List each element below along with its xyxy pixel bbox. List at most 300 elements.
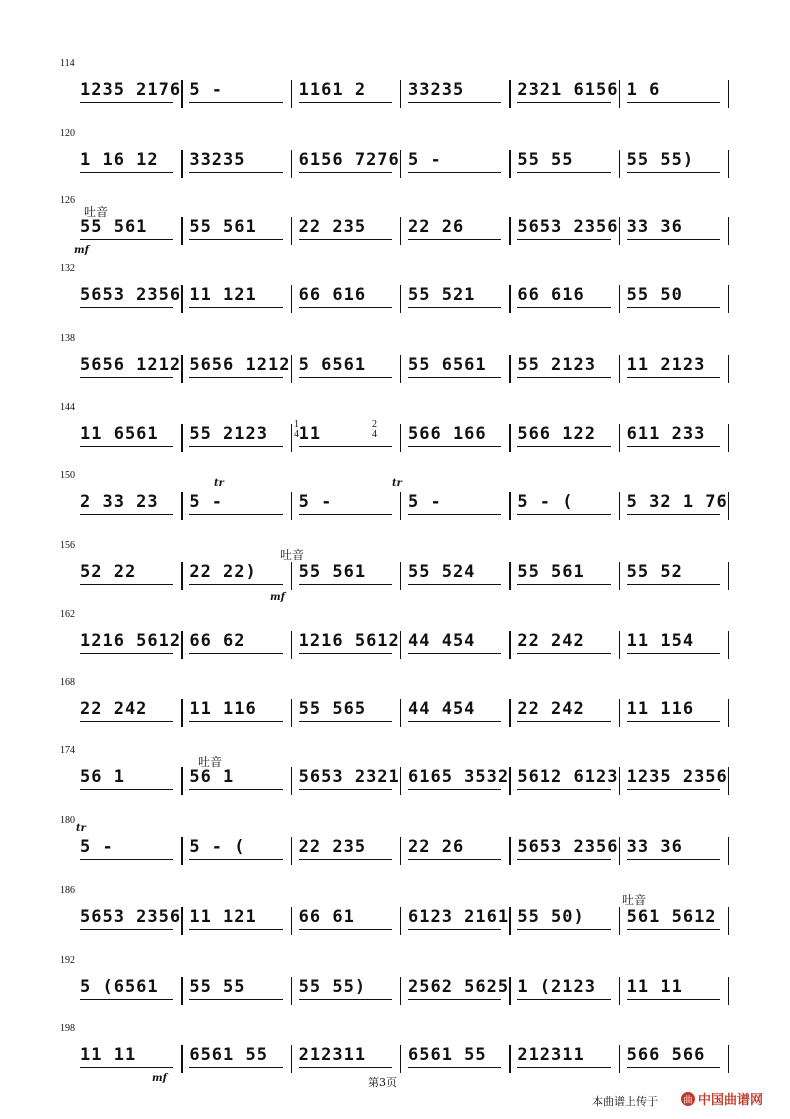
notes-row <box>74 977 730 1007</box>
beam-underline <box>299 446 392 447</box>
beam-underline <box>627 446 720 447</box>
measure-number: 186 <box>60 885 75 896</box>
barline <box>291 355 292 383</box>
beam-underline <box>408 307 501 308</box>
barline <box>181 699 182 727</box>
beam-underline <box>80 584 173 585</box>
notes-row <box>74 699 730 729</box>
barline <box>509 217 510 245</box>
beam-underline <box>517 172 610 173</box>
beam-underline <box>80 377 173 378</box>
beam-underline <box>517 859 610 860</box>
beam-underline <box>299 999 392 1000</box>
barline <box>400 492 401 520</box>
barline <box>291 217 292 245</box>
measure: 1161 2 <box>298 80 367 100</box>
measure: 1216 5612 <box>298 631 400 651</box>
measure: 55 55) <box>626 150 695 170</box>
barline <box>291 1045 292 1073</box>
measure-number: 138 <box>60 333 75 344</box>
barline <box>291 767 292 795</box>
measure: 11 <box>298 424 322 444</box>
measure: 55 561 <box>298 562 367 582</box>
beam-underline <box>517 789 610 790</box>
svg-text:曲: 曲 <box>683 1096 693 1106</box>
measure: 11 121 <box>189 285 257 305</box>
measure: 5612 6123 <box>517 767 619 787</box>
beam-underline <box>80 307 173 308</box>
beam-underline <box>408 1067 501 1068</box>
beam-underline <box>299 1067 392 1068</box>
measure: 55 55) <box>298 977 367 997</box>
measure-number: 114 <box>60 58 75 69</box>
measure: 2321 6156 <box>517 80 619 100</box>
beam-underline <box>189 789 282 790</box>
beam-underline <box>627 999 720 1000</box>
barline <box>291 977 292 1005</box>
measure: 561 5612 <box>626 907 717 927</box>
measure: 566 166 <box>408 424 487 444</box>
barline <box>291 150 292 178</box>
measure: 22 242 <box>80 699 148 719</box>
beam-underline <box>627 929 720 930</box>
beam-underline <box>517 377 610 378</box>
measure-number: 168 <box>60 677 75 688</box>
beam-underline <box>299 859 392 860</box>
measure: 22 235 <box>298 217 367 237</box>
barline <box>728 355 729 383</box>
notes-row <box>74 285 730 315</box>
beam-underline <box>299 307 392 308</box>
measure: 5653 2321 <box>298 767 400 787</box>
measure: 55 561 <box>189 217 257 237</box>
notes-row <box>74 767 730 797</box>
measure: 44 454 <box>408 699 476 719</box>
measure: 5653 2356 <box>80 907 182 927</box>
barline <box>400 977 401 1005</box>
barline <box>181 1045 182 1073</box>
barline <box>509 150 510 178</box>
beam-underline <box>627 721 720 722</box>
barline <box>728 285 729 313</box>
barline <box>619 699 620 727</box>
measure: 22 22) <box>189 562 257 582</box>
measure: 55 2123 <box>517 355 596 375</box>
beam-underline <box>80 859 173 860</box>
measure: 66 61 <box>298 907 355 927</box>
barline <box>728 837 729 865</box>
barline <box>509 631 510 659</box>
measure: 212311 <box>517 1045 585 1065</box>
beam-underline <box>189 584 282 585</box>
measure: 5656 1212 <box>80 355 182 375</box>
barline <box>728 562 729 590</box>
articulation-tuyin: 吐音 <box>198 755 223 769</box>
measure-number: 174 <box>60 745 75 756</box>
measure: 6123 2161 <box>408 907 510 927</box>
upload-note: 本曲谱上传于 <box>592 1095 658 1108</box>
barline <box>619 285 620 313</box>
beam-underline <box>627 1067 720 1068</box>
beam-underline <box>80 721 173 722</box>
dynamic-mf: mf <box>74 245 89 256</box>
measure: 55 2123 <box>189 424 268 444</box>
barline <box>509 977 510 1005</box>
time-signature-2-4: 2 4 <box>372 419 377 440</box>
barline <box>291 699 292 727</box>
trill-mark: tr <box>214 478 224 489</box>
beam-underline <box>408 929 501 930</box>
barline <box>728 631 729 659</box>
barline <box>619 1045 620 1073</box>
measure: 5 - <box>408 492 442 512</box>
measure: 1235 2176 <box>80 80 182 100</box>
barline <box>400 80 401 108</box>
measure: 5 - <box>80 837 114 857</box>
barline <box>509 80 510 108</box>
time-signature-1-4: 1 4 <box>294 419 299 440</box>
barline <box>619 424 620 452</box>
measure: 11 11 <box>626 977 683 997</box>
barline <box>619 562 620 590</box>
measure: 55 50) <box>517 907 585 927</box>
measure: 33 36 <box>626 837 683 857</box>
beam-underline <box>189 307 282 308</box>
barline <box>619 217 620 245</box>
score-system <box>62 885 730 945</box>
measure: 6156 7276 <box>298 150 400 170</box>
barline <box>400 562 401 590</box>
score-system <box>62 745 730 805</box>
beam-underline <box>299 172 392 173</box>
articulation-tuyin: 吐音 <box>84 205 109 219</box>
site-logo <box>680 1089 780 1109</box>
beam-underline <box>299 584 392 585</box>
beam-underline <box>517 102 610 103</box>
beam-underline <box>517 721 610 722</box>
beam-underline <box>627 172 720 173</box>
notes-row <box>74 837 730 867</box>
beam-underline <box>517 584 610 585</box>
beam-underline <box>627 584 720 585</box>
barline <box>509 562 510 590</box>
notes-row <box>74 150 730 180</box>
beam-underline <box>189 239 282 240</box>
barline <box>728 1045 729 1073</box>
beam-underline <box>627 653 720 654</box>
measure: 2 33 23 <box>80 492 159 512</box>
beam-underline <box>517 999 610 1000</box>
score-system <box>62 609 730 669</box>
beam-underline <box>408 999 501 1000</box>
beam-underline <box>627 307 720 308</box>
beam-underline <box>517 653 610 654</box>
measure: 55 561 <box>517 562 585 582</box>
beam-underline <box>299 102 392 103</box>
beam-underline <box>408 514 501 515</box>
beam-underline <box>517 514 610 515</box>
logo-text: 中国曲谱网 <box>698 1093 764 1108</box>
barline <box>509 355 510 383</box>
measure-number: 132 <box>60 263 75 274</box>
measure: 55 52 <box>626 562 683 582</box>
barline <box>291 424 292 452</box>
beam-underline <box>189 377 282 378</box>
score-system <box>62 195 730 255</box>
score-system <box>62 677 730 737</box>
articulation-tuyin: 吐音 <box>622 893 647 907</box>
measure: 44 454 <box>408 631 476 651</box>
barline <box>619 977 620 1005</box>
barline <box>181 631 182 659</box>
measure-number: 198 <box>60 1023 75 1034</box>
score-system <box>62 402 730 462</box>
measure: 55 561 <box>80 217 148 237</box>
beam-underline <box>189 929 282 930</box>
barline <box>181 907 182 935</box>
measure-number: 120 <box>60 128 75 139</box>
measure: 33 36 <box>626 217 683 237</box>
measure: 11 121 <box>189 907 257 927</box>
measure: 33235 <box>408 80 465 100</box>
beam-underline <box>299 514 392 515</box>
barline <box>619 837 620 865</box>
beam-underline <box>408 721 501 722</box>
measure: 55 524 <box>408 562 476 582</box>
measure: 5 - ( <box>189 837 246 857</box>
measure: 5 (6561 <box>80 977 159 997</box>
beam-underline <box>408 584 501 585</box>
articulation-tuyin: 吐音 <box>280 548 305 562</box>
barline <box>181 285 182 313</box>
measure: 1216 5612 <box>80 631 182 651</box>
score-system <box>62 333 730 393</box>
beam-underline <box>80 239 173 240</box>
beam-underline <box>299 789 392 790</box>
measure: 212311 <box>298 1045 367 1065</box>
beam-underline <box>80 446 173 447</box>
beam-underline <box>517 307 610 308</box>
measure: 5653 2356 <box>517 217 619 237</box>
beam-underline <box>80 1067 173 1068</box>
beam-underline <box>627 514 720 515</box>
measure-number: 150 <box>60 470 75 481</box>
measure: 66 62 <box>189 631 246 651</box>
measure-number: 192 <box>60 955 75 966</box>
notes-row <box>74 631 730 661</box>
measure: 55 55 <box>189 977 246 997</box>
measure-number: 126 <box>60 195 75 206</box>
measure-number: 144 <box>60 402 75 413</box>
notes-row <box>74 424 730 454</box>
measure: 566 122 <box>517 424 596 444</box>
measure: 2562 5625 <box>408 977 510 997</box>
barline <box>619 492 620 520</box>
beam-underline <box>627 102 720 103</box>
beam-underline <box>517 929 610 930</box>
barline <box>728 699 729 727</box>
barline <box>291 837 292 865</box>
barline <box>400 355 401 383</box>
measure: 11 116 <box>189 699 257 719</box>
barline <box>400 767 401 795</box>
beam-underline <box>80 653 173 654</box>
barline <box>619 767 620 795</box>
measure: 11 2123 <box>626 355 706 375</box>
measure: 55 50 <box>626 285 683 305</box>
measure: 11 11 <box>80 1045 137 1065</box>
barline <box>728 977 729 1005</box>
beam-underline <box>80 102 173 103</box>
barline <box>181 150 182 178</box>
barline <box>509 1045 510 1073</box>
beam-underline <box>408 653 501 654</box>
measure: 22 235 <box>298 837 367 857</box>
notes-row <box>74 562 730 592</box>
barline <box>619 631 620 659</box>
measure: 5 - <box>189 80 224 100</box>
notes-row <box>74 80 730 110</box>
barline <box>400 631 401 659</box>
measure: 6561 55 <box>408 1045 487 1065</box>
score-system <box>60 540 730 603</box>
barline <box>619 80 620 108</box>
barline <box>400 1045 401 1073</box>
measure: 55 565 <box>298 699 367 719</box>
beam-underline <box>80 514 173 515</box>
beam-underline <box>189 999 282 1000</box>
beam-underline <box>517 446 610 447</box>
beam-underline <box>408 239 501 240</box>
barline <box>400 150 401 178</box>
measure: 1 (2123 <box>517 977 596 997</box>
beam-underline <box>189 653 282 654</box>
beam-underline <box>627 859 720 860</box>
beam-underline <box>189 514 282 515</box>
barline <box>728 217 729 245</box>
beam-underline <box>80 172 173 173</box>
dynamic-mf: mf <box>152 1073 167 1084</box>
beam-underline <box>408 859 501 860</box>
beam-underline <box>189 172 282 173</box>
measure: 56 1 <box>189 767 235 787</box>
beam-underline <box>189 102 282 103</box>
barline <box>181 492 182 520</box>
barline <box>291 631 292 659</box>
measure: 6165 3532 <box>408 767 510 787</box>
score-system <box>62 128 730 188</box>
barline <box>509 424 510 452</box>
notes-row <box>74 1045 730 1075</box>
barline <box>400 217 401 245</box>
beam-underline <box>299 239 392 240</box>
measure: 5656 1212 <box>189 355 291 375</box>
barline <box>181 767 182 795</box>
beam-underline <box>189 446 282 447</box>
measure: 5 6561 <box>298 355 367 375</box>
barline <box>728 907 729 935</box>
trill-mark: tr <box>392 478 402 489</box>
beam-underline <box>189 859 282 860</box>
barline <box>291 285 292 313</box>
measure: 22 242 <box>517 631 585 651</box>
barline <box>400 837 401 865</box>
measure: 33235 <box>189 150 246 170</box>
barline <box>400 907 401 935</box>
score-system <box>62 470 730 530</box>
barline <box>181 80 182 108</box>
beam-underline <box>189 1067 282 1068</box>
barline <box>181 424 182 452</box>
measure: 1 16 12 <box>80 150 159 170</box>
beam-underline <box>627 239 720 240</box>
barline <box>291 492 292 520</box>
barline <box>291 562 292 590</box>
barline <box>728 767 729 795</box>
beam-underline <box>189 721 282 722</box>
page-number: 第3页 <box>368 1076 397 1089</box>
measure: 5 32 1 76 <box>626 492 728 512</box>
measure: 1235 2356 <box>626 767 728 787</box>
measure: 5653 2356 <box>80 285 182 305</box>
measure: 52 22 <box>80 562 137 582</box>
measure: 55 55 <box>517 150 574 170</box>
beam-underline <box>80 929 173 930</box>
barline <box>619 150 620 178</box>
barline <box>509 492 510 520</box>
score-system <box>62 263 730 323</box>
beam-underline <box>299 653 392 654</box>
beam-underline <box>627 789 720 790</box>
measure: 66 616 <box>298 285 367 305</box>
measure: 5 - <box>298 492 333 512</box>
barline <box>509 767 510 795</box>
barline <box>400 285 401 313</box>
score-system <box>62 815 730 875</box>
measure: 55 521 <box>408 285 476 305</box>
measure: 1 6 <box>626 80 661 100</box>
trill-mark: tr <box>76 823 86 834</box>
measure: 11 6561 <box>80 424 159 444</box>
barline <box>619 907 620 935</box>
barline <box>291 907 292 935</box>
notes-row <box>74 217 730 247</box>
barline <box>181 837 182 865</box>
barline <box>509 285 510 313</box>
measure-number: 162 <box>60 609 75 620</box>
barline <box>400 424 401 452</box>
barline <box>181 977 182 1005</box>
measure: 22 26 <box>408 837 465 857</box>
dynamic-mf: mf <box>270 592 285 603</box>
measure: 611 233 <box>626 424 706 444</box>
barline <box>181 562 182 590</box>
measure: 5653 2356 <box>517 837 619 857</box>
measure: 5 - <box>189 492 224 512</box>
measure: 5 - <box>408 150 442 170</box>
barline <box>509 699 510 727</box>
measure: 11 154 <box>626 631 695 651</box>
measure: 55 6561 <box>408 355 487 375</box>
beam-underline <box>80 789 173 790</box>
measure: 22 26 <box>408 217 465 237</box>
barline <box>728 80 729 108</box>
beam-underline <box>408 446 501 447</box>
score-system <box>62 955 730 1015</box>
beam-underline <box>517 1067 610 1068</box>
notes-row <box>74 492 730 522</box>
measure: 566 566 <box>626 1045 706 1065</box>
